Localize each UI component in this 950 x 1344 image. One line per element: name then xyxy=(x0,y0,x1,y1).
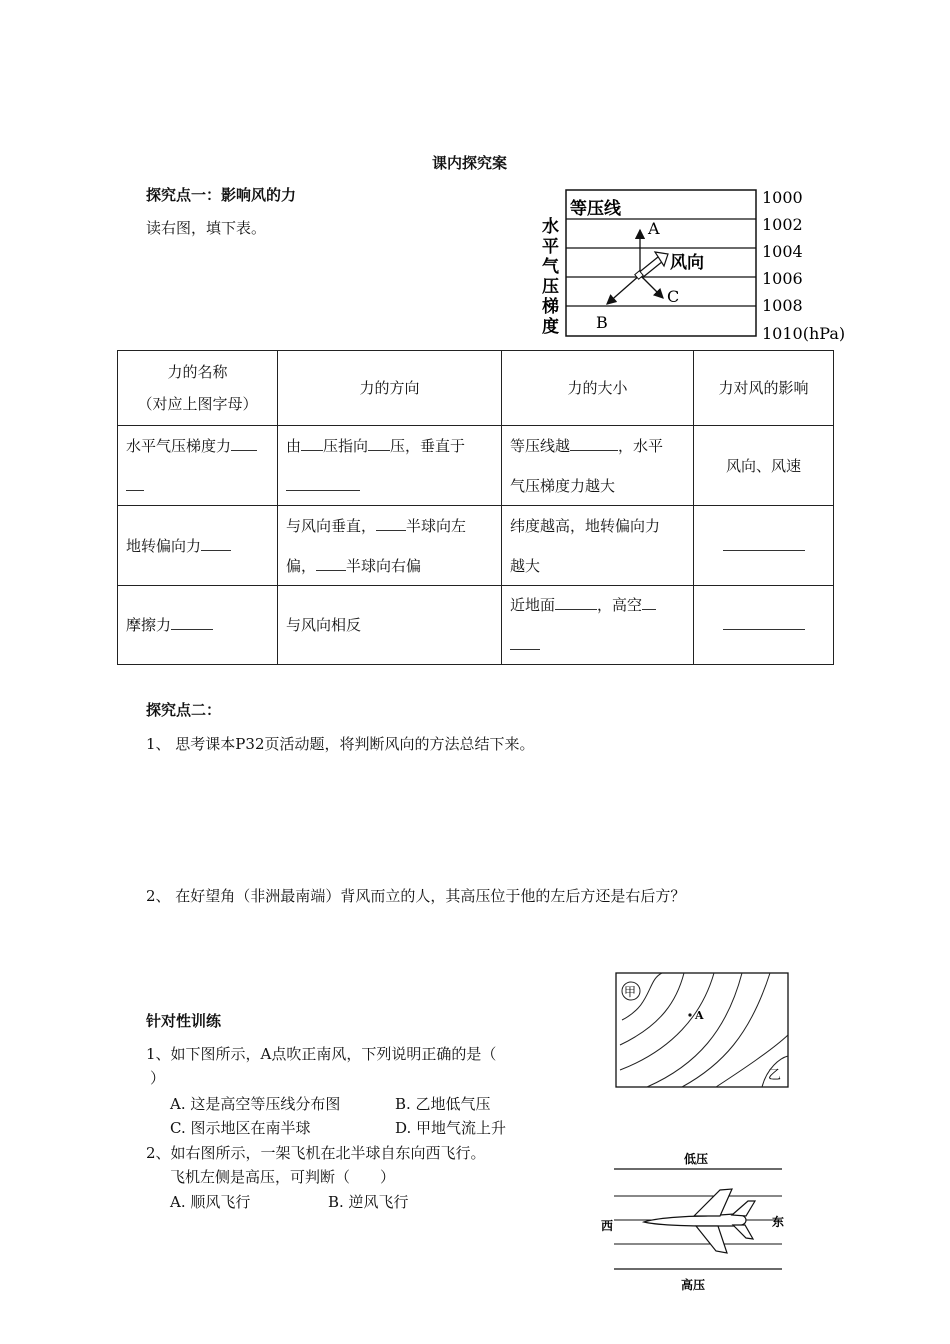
row3-name: 摩擦力 xyxy=(118,586,278,665)
row2-effect-blank xyxy=(694,506,834,586)
isobar-curve xyxy=(647,973,742,1087)
training-q2-stem-line2: 飞机左侧是高压，可判断（ ） xyxy=(170,1168,396,1186)
high-pressure-label: 高压 xyxy=(681,1278,706,1292)
row2-name: 地转偏向力 xyxy=(118,506,278,586)
wind-arrow xyxy=(642,261,663,278)
header-direction: 力的方向 xyxy=(278,351,502,426)
section1-heading: 探究点一：影响风的力 xyxy=(146,186,297,204)
row2-magnitude: 纬度越高，地转偏向力 越大 xyxy=(502,506,694,586)
map-frame xyxy=(616,973,788,1087)
map-label-A: A xyxy=(695,1009,704,1022)
training-q2-option-b: B. 逆风飞行 xyxy=(328,1193,409,1211)
point-A xyxy=(688,1013,691,1016)
label-A: A xyxy=(648,219,660,238)
training-q1-stem: 1、如下图所示，A点吹正南风，下列说明正确的是（ xyxy=(146,1045,497,1063)
training-q1-option-c: C. 图示地区在南半球 xyxy=(170,1119,311,1137)
training-q2-option-a: A. 顺风飞行 xyxy=(170,1193,251,1211)
table-row xyxy=(118,506,834,586)
row3-effect-blank xyxy=(694,586,834,665)
section1-instruction: 读右图，填下表。 xyxy=(146,219,267,237)
airplane-figure xyxy=(596,1146,792,1296)
isobar-label: 等压线 xyxy=(570,199,621,219)
training-q1-option-b: B. 乙地低气压 xyxy=(395,1095,491,1113)
row1-name: 水平气压梯度力 xyxy=(118,426,278,506)
arrow-C xyxy=(640,275,663,298)
section2-question-2: 2、 在好望角（非洲最南端）背风而立的人，其高压位于他的左后方还是右后方？ xyxy=(146,887,686,905)
label-yi: 乙 xyxy=(768,1068,782,1083)
training-q2-stem: 2、如右图所示，一架飞机在北半球自东向西飞行。 xyxy=(146,1144,486,1162)
label-B: B xyxy=(596,313,608,332)
arrow-B xyxy=(607,275,640,304)
airplane-icon xyxy=(644,1189,755,1253)
table-header-row xyxy=(118,351,834,426)
training-q1-option-a: A. 这是高空等压线分布图 xyxy=(170,1095,341,1113)
row3-direction: 与风向相反 xyxy=(278,586,502,665)
table-row xyxy=(118,426,834,506)
row1-effect: 风向、风速 xyxy=(694,426,834,506)
side-label-char: 度 xyxy=(542,317,559,337)
isobar-curve xyxy=(682,973,770,1087)
section2-heading: 探究点二： xyxy=(146,701,222,719)
header-name: 力的名称 （对应上图字母） xyxy=(118,351,278,426)
isobar-map-figure xyxy=(612,970,792,1090)
west-label: 西 xyxy=(601,1219,614,1233)
side-label-char: 水 xyxy=(542,217,559,237)
row1-direction: 由 压指向 压，垂直于 xyxy=(278,426,502,506)
header-magnitude: 力的大小 xyxy=(502,351,694,426)
forces-table xyxy=(117,350,834,665)
east-label: 东 xyxy=(772,1215,785,1229)
training-q1-stem-end: ） xyxy=(150,1069,166,1087)
training-q1-option-d: D. 甲地气流上升 xyxy=(395,1119,507,1137)
low-pressure-label: 低压 xyxy=(684,1152,709,1166)
pressure-value: 1000 xyxy=(762,188,803,207)
wind-label: 风向 xyxy=(670,253,704,273)
pressure-value: 1010(hPa) xyxy=(762,324,846,343)
wind-arrow-head xyxy=(655,252,668,266)
side-label-char: 平 xyxy=(542,237,559,257)
side-label-char: 气 xyxy=(542,257,559,277)
row2-direction: 与风向垂直， 半球向左 偏， 半球向右偏 xyxy=(278,506,502,586)
label-C: C xyxy=(667,287,680,306)
pressure-value: 1002 xyxy=(762,215,803,234)
section2-question-1: 1、 思考课本P32页活动题，将判断风向的方法总结下来。 xyxy=(146,735,535,753)
pressure-gradient-figure xyxy=(536,182,846,352)
training-heading: 针对性训练 xyxy=(146,1012,222,1030)
side-label-char: 梯 xyxy=(542,297,559,317)
label-jia: 甲 xyxy=(624,985,637,999)
table-row xyxy=(118,586,834,665)
pressure-value: 1008 xyxy=(762,296,803,315)
page-title: 课内探究案 xyxy=(432,154,508,172)
pressure-value: 1006 xyxy=(762,269,803,288)
pressure-value: 1004 xyxy=(762,242,803,261)
row3-magnitude: 近地面 ，高空 xyxy=(502,586,694,665)
row1-magnitude: 等压线越 ，水平 气压梯度力越大 xyxy=(502,426,694,506)
side-label-char: 压 xyxy=(542,277,559,297)
header-effect: 力对风的影响 xyxy=(694,351,834,426)
